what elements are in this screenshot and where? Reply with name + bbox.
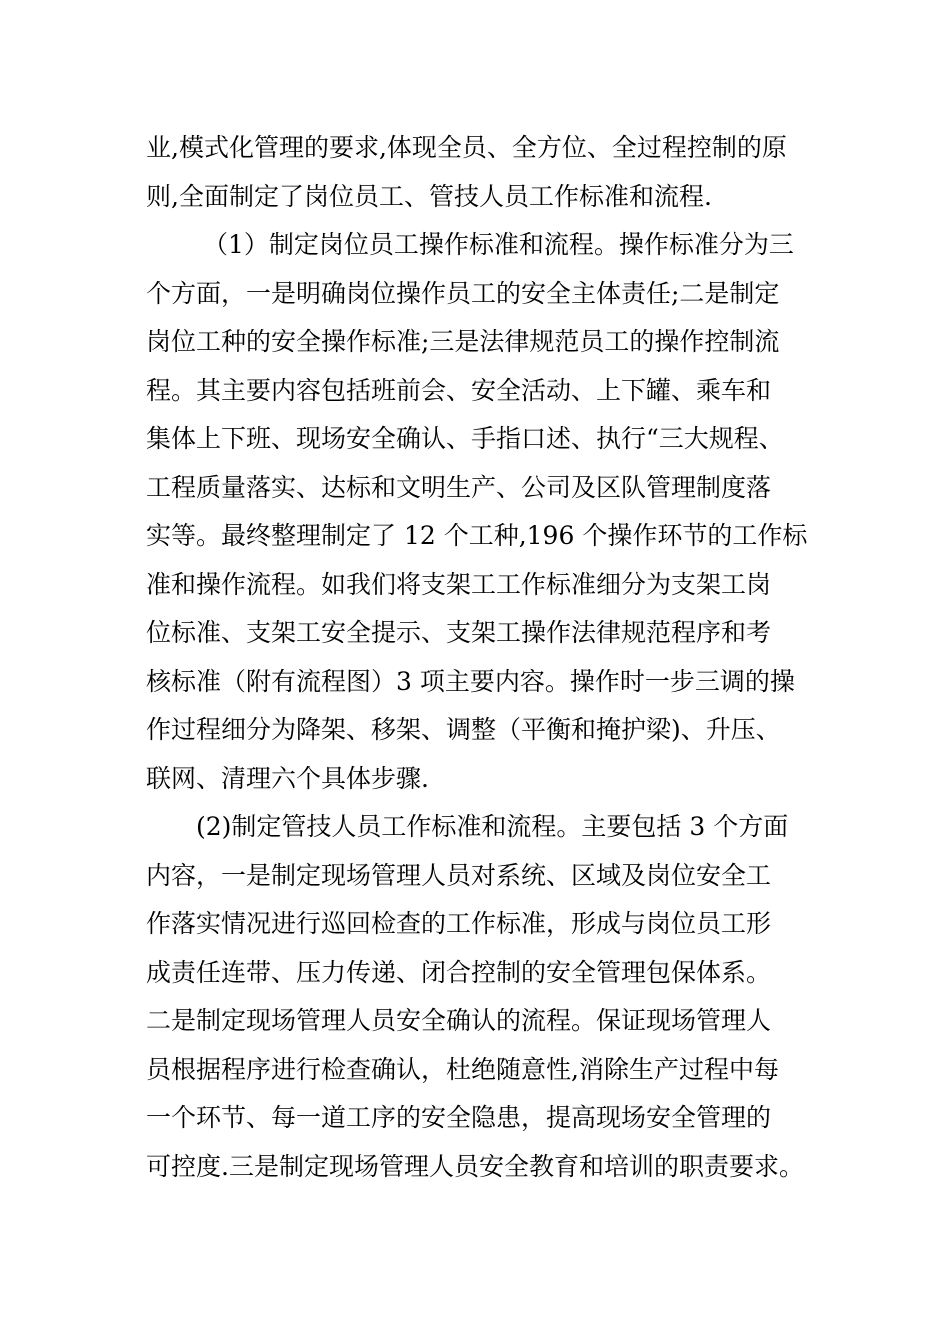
text-line: 员根据程序进行检查确认，杜绝随意性,消除生产过程中每 — [146, 1054, 779, 1084]
text-line: 程。其主要内容包括班前会、安全活动、上下罐、乘车和 — [146, 375, 772, 405]
text-line: 一个环节、每一道工序的安全隐患，提高现场安全管理的 — [146, 1103, 772, 1132]
text-line: 二是制定现场管理人员安全确认的流程。保证现场管理人 — [146, 1006, 772, 1035]
paragraph-intro — [146, 124, 811, 221]
text-line: 实等。最终整理制定了 12 个工种,196 个操作环节的工作标 — [146, 521, 808, 550]
text-line: 可控度.三是制定现场管理人员安全教育和培训的职责要求。 — [146, 1151, 804, 1181]
paragraph-section-1 — [146, 221, 811, 803]
text-line: 作落实情况进行巡回检查的工作标准，形成与岗位员工形 — [146, 909, 772, 938]
paragraph-first-line: (2)制定管技人员工作标准和流程。主要包括 3 个方面 — [196, 812, 789, 841]
text-line: 核标准（附有流程图）3 项主要内容。操作时一步三调的操 — [146, 666, 795, 696]
text-line: 联网、清理六个具体步骤. — [146, 763, 429, 793]
text-line: 内容，一是制定现场管理人员对系统、区域及岗位安全工 — [146, 860, 772, 890]
text-line: 业,模式化管理的要求,体现全员、全方位、全过程控制的原 — [146, 133, 787, 162]
paragraph-section-2 — [146, 803, 811, 1191]
text-line: 岗位工种的安全操作标准;三是法律规范员工的操作控制流 — [146, 327, 780, 356]
text-line: 准和操作流程。如我们将支架工工作标准细分为支架工岗 — [146, 569, 772, 599]
text-line: 个方面，一是明确岗位操作员工的安全主体责任;二是制定 — [146, 278, 780, 308]
text-line: 集体上下班、现场安全确认、手指口述、执行“三大规程、 — [146, 424, 784, 453]
paragraph-first-line: （1）制定岗位员工操作标准和流程。操作标准分为三 — [203, 230, 794, 259]
text-line: 位标准、支架工安全提示、支架工操作法律规范程序和考 — [146, 618, 772, 647]
text-line: 则,全面制定了岗位员工、管技人员工作标准和流程. — [146, 181, 712, 211]
text-line: 作过程细分为降架、移架、调整（平衡和掩护梁)、升压、 — [146, 715, 781, 744]
document-page — [146, 124, 811, 1191]
text-line: 工程质量落实、达标和文明生产、公司及区队管理制度落 — [146, 472, 772, 502]
text-line: 成责任连带、压力传递、闭合控制的安全管理包保体系。 — [146, 957, 772, 987]
